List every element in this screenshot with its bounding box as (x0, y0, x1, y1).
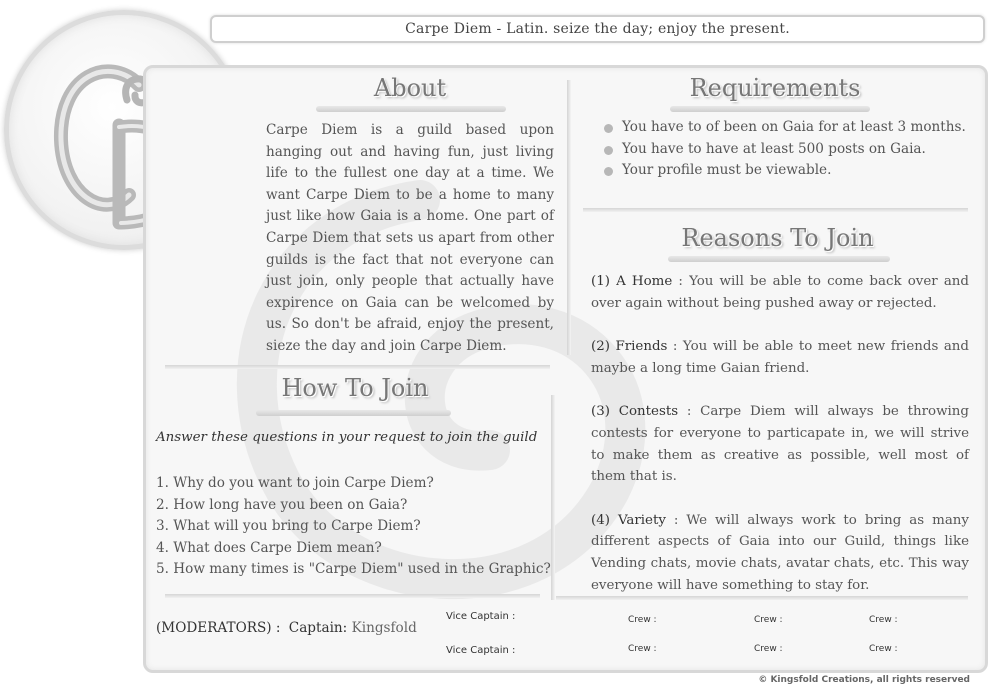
requirements-title: Requirements (689, 74, 861, 102)
moderators-label: (MODERATORS) : (156, 620, 281, 636)
moderators-divider-left (165, 594, 540, 598)
moderators-divider-right (556, 596, 968, 600)
reasons-title-underline (668, 256, 890, 262)
how-to-join-intro: Answer these questions in your request to join the guild (156, 430, 538, 445)
requirements-divider (583, 208, 968, 212)
requirement-item: Your profile must be viewable. (602, 160, 966, 182)
captain-label: Captain: (288, 620, 348, 636)
requirements-title-underline (670, 106, 870, 112)
reason-text: : You will be able to meet new friends and maybe a long time Gaian friend. (591, 339, 969, 376)
reasons-title: Reasons To Join (681, 224, 874, 252)
reason-text: : We will always work to bring as many different aspects of Gaia into our Guild, things like Vending chats, movie chats, avatar chats, etc. This way everyone will have something to stay for. (591, 512, 969, 593)
crew-label: Crew : (754, 615, 783, 625)
captain-name: Kingsfold (351, 620, 417, 636)
crew-label: Crew : (869, 644, 898, 654)
reason-item (591, 401, 969, 488)
crew-label: Crew : (628, 644, 657, 654)
reason-label: (4) Variety (591, 512, 666, 528)
copyright-notice: © Kingsfold Creations, all rights reserved (758, 675, 970, 685)
reasons-list (591, 271, 969, 618)
join-questions-list (156, 473, 551, 581)
how-to-join-title: How To Join (281, 374, 429, 402)
requirement-item: You have to of been on Gaia for at least 3 months. (602, 117, 966, 139)
tagline-banner: Carpe Diem - Latin. seize the day; enjoy the present. (210, 15, 985, 43)
about-text: Carpe Diem is a guild based upon hanging out and having fun, just living life to the fullest one day at a time. We want Carpe Diem to be a home to many just like how Gaia is a home. One part of Carpe Diem that sets us apart from other guilds is the fact that not everyone can just join, only people that actually have expirence on Gaia can be welcomed by us. So don't be afraid, enjoy the present, sieze the day and join Carpe Diem. (266, 122, 554, 354)
reason-text: : Carpe Diem will always be throwing contests for everyone to particapate in, we will strive to make them as creative as possible, well most of them that is. (591, 404, 970, 485)
moderators-line (156, 620, 417, 636)
column-divider-bottom (551, 395, 555, 600)
about-title: About (373, 74, 447, 102)
how-to-join-title-underline (256, 410, 451, 416)
requirement-item: You have to have at least 500 posts on Gaia. (602, 139, 966, 161)
crew-label: Crew : (869, 615, 898, 625)
requirements-list (602, 117, 966, 182)
about-title-underline (316, 106, 506, 112)
crew-label: Crew : (628, 615, 657, 625)
vice-captain-label: Vice Captain : (446, 611, 516, 622)
reason-label: (3) Contests (591, 404, 679, 420)
join-question: 4. What does Carpe Diem mean? (156, 539, 382, 556)
reason-text: : You will be able to come back over and over again without being pushed away or rejected. (591, 274, 970, 311)
crew-label: Crew : (754, 644, 783, 654)
reason-label: (1) A Home (591, 274, 673, 289)
join-question: 5. How many times is "Carpe Diem" used in the Graphic? (156, 561, 551, 578)
vice-captain-label: Vice Captain : (446, 645, 516, 656)
join-question: 3. What will you bring to Carpe Diem? (156, 518, 421, 535)
reason-label: (2) Friends (591, 339, 668, 355)
join-question: 2. How long have you been on Gaia? (156, 496, 408, 513)
column-divider-top (567, 80, 571, 355)
reason-item (591, 336, 969, 379)
join-question: 1. Why do you want to join Carpe Diem? (156, 475, 434, 491)
reason-item (591, 271, 969, 314)
reason-item (591, 510, 969, 597)
about-divider (165, 365, 550, 369)
